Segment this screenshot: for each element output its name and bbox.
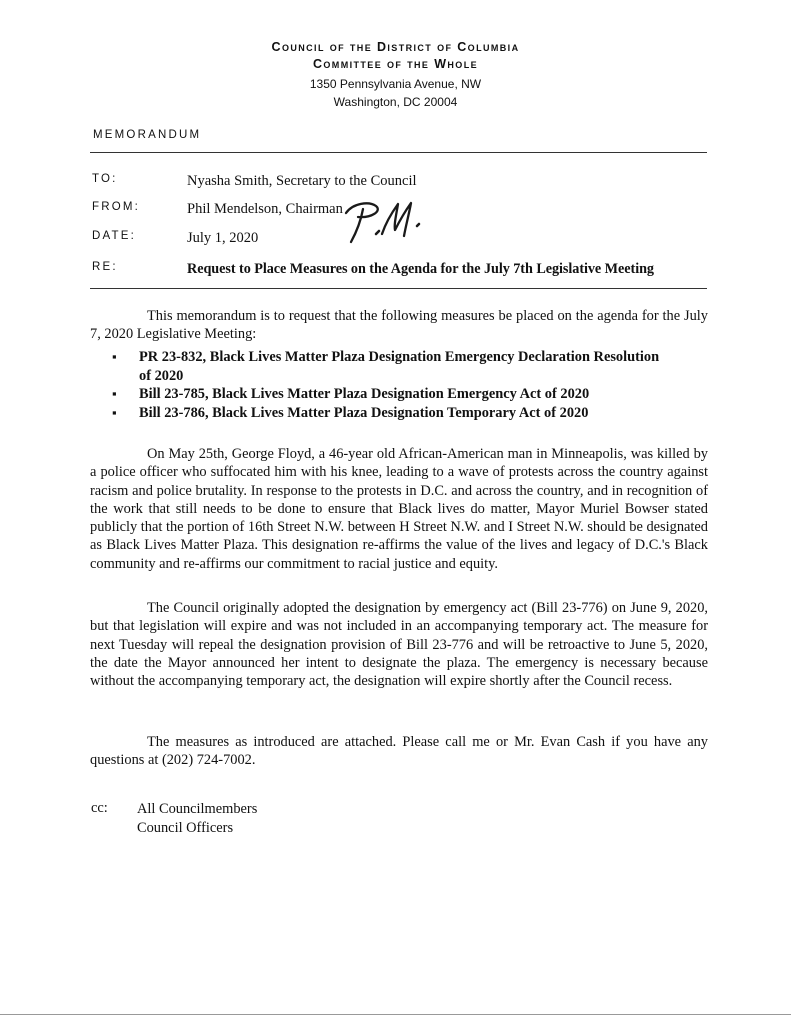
contact-text: The measures as introduced are attached. Please call me or Mr. Evan Cash if you have any questions at (202) 724-7002. bbox=[90, 734, 708, 769]
background-text: On May 25th, George Floyd, a 46-year old African-American man in Minneapolis, was killed by a police officer who suffocated him with his knee, leading to a wave of protests across the country against racism and police brutality. In response to the protests in D.C. and across the country, and in recognition of the work that still needs to be done to ensure that Black lives do matter, Mayor Muriel Bowser stated publicly that the portion of 16th Street N.W. between H Street N.W. and I Street N.W. should be designated as Black Lives Matter Plaza. This designation re-affirms the value of the lives and legacy of D.C.'s Black community and re-affirms our commitment to racial justice and equity. bbox=[90, 446, 708, 572]
letterhead-committee: Committee of the Whole bbox=[312, 57, 479, 71]
letterhead-council: Council of the District of Columbia bbox=[271, 40, 520, 54]
bullet-square-icon: ▪ bbox=[112, 386, 117, 402]
legislative-history-paragraph bbox=[90, 599, 708, 690]
background-paragraph bbox=[90, 445, 708, 573]
intro-text: This memorandum is to request that the following measures be placed on the agenda for the July 7, 2020 Legislative Meeting: bbox=[90, 308, 708, 343]
date-value: July 1, 2020 bbox=[187, 230, 259, 246]
handwritten-signature bbox=[338, 194, 434, 246]
re-subject: Request to Place Measures on the Agenda for the July 7th Legislative Meeting bbox=[187, 261, 654, 277]
bullet-square-icon: ▪ bbox=[112, 349, 117, 364]
bullet-square-icon: ▪ bbox=[112, 404, 117, 420]
measure-item bbox=[112, 404, 672, 423]
cc-recipient: All Councilmembers bbox=[137, 801, 258, 817]
measure-text: Bill 23-786, Black Lives Matter Plaza Designation Temporary Act of 2020 bbox=[139, 404, 589, 421]
subject-divider bbox=[90, 288, 707, 289]
measures-list bbox=[112, 348, 672, 422]
contact-paragraph bbox=[90, 733, 708, 770]
cc-label: cc: bbox=[91, 800, 108, 816]
date-label: DATE: bbox=[92, 230, 137, 242]
letterhead-street-address: 1350 Pennsylvania Avenue, NW bbox=[309, 77, 482, 91]
intro-paragraph bbox=[90, 307, 708, 344]
measure-item bbox=[112, 348, 672, 385]
measure-text: PR 23-832, Black Lives Matter Plaza Designation Emergency Declaration Resolution of 2020 bbox=[139, 349, 660, 384]
to-label: TO: bbox=[92, 173, 118, 185]
cc-recipient: Council Officers bbox=[137, 819, 234, 836]
from-value: Phil Mendelson, Chairman bbox=[187, 201, 343, 217]
scan-edge-line bbox=[0, 1014, 791, 1015]
measure-text: Bill 23-785, Black Lives Matter Plaza Designation Emergency Act of 2020 bbox=[139, 386, 590, 403]
re-label: RE: bbox=[92, 261, 118, 273]
from-label: FROM: bbox=[92, 201, 141, 213]
legislative-history-text: The Council originally adopted the designation by emergency act (Bill 23-776) on June 9, 2020, but that legislation will expire and was not included in an accompanying temporary act. The measure for next Tuesday will repeal the designation provision of Bill 23-776 and will be retroactive to June 5, 2020, the date the Mayor announced her intent to designate the plaza. The emergency is necessary because without the accompanying temporary act, the designation will expire shortly after the Council recess. bbox=[90, 600, 708, 690]
header-divider bbox=[90, 152, 707, 153]
letterhead-city-address: Washington, DC 20004 bbox=[333, 95, 458, 109]
measure-item bbox=[112, 385, 672, 404]
memorandum-heading: MEMORANDUM bbox=[93, 129, 202, 141]
cc-recipients bbox=[137, 800, 257, 837]
to-value: Nyasha Smith, Secretary to the Council bbox=[187, 173, 417, 189]
